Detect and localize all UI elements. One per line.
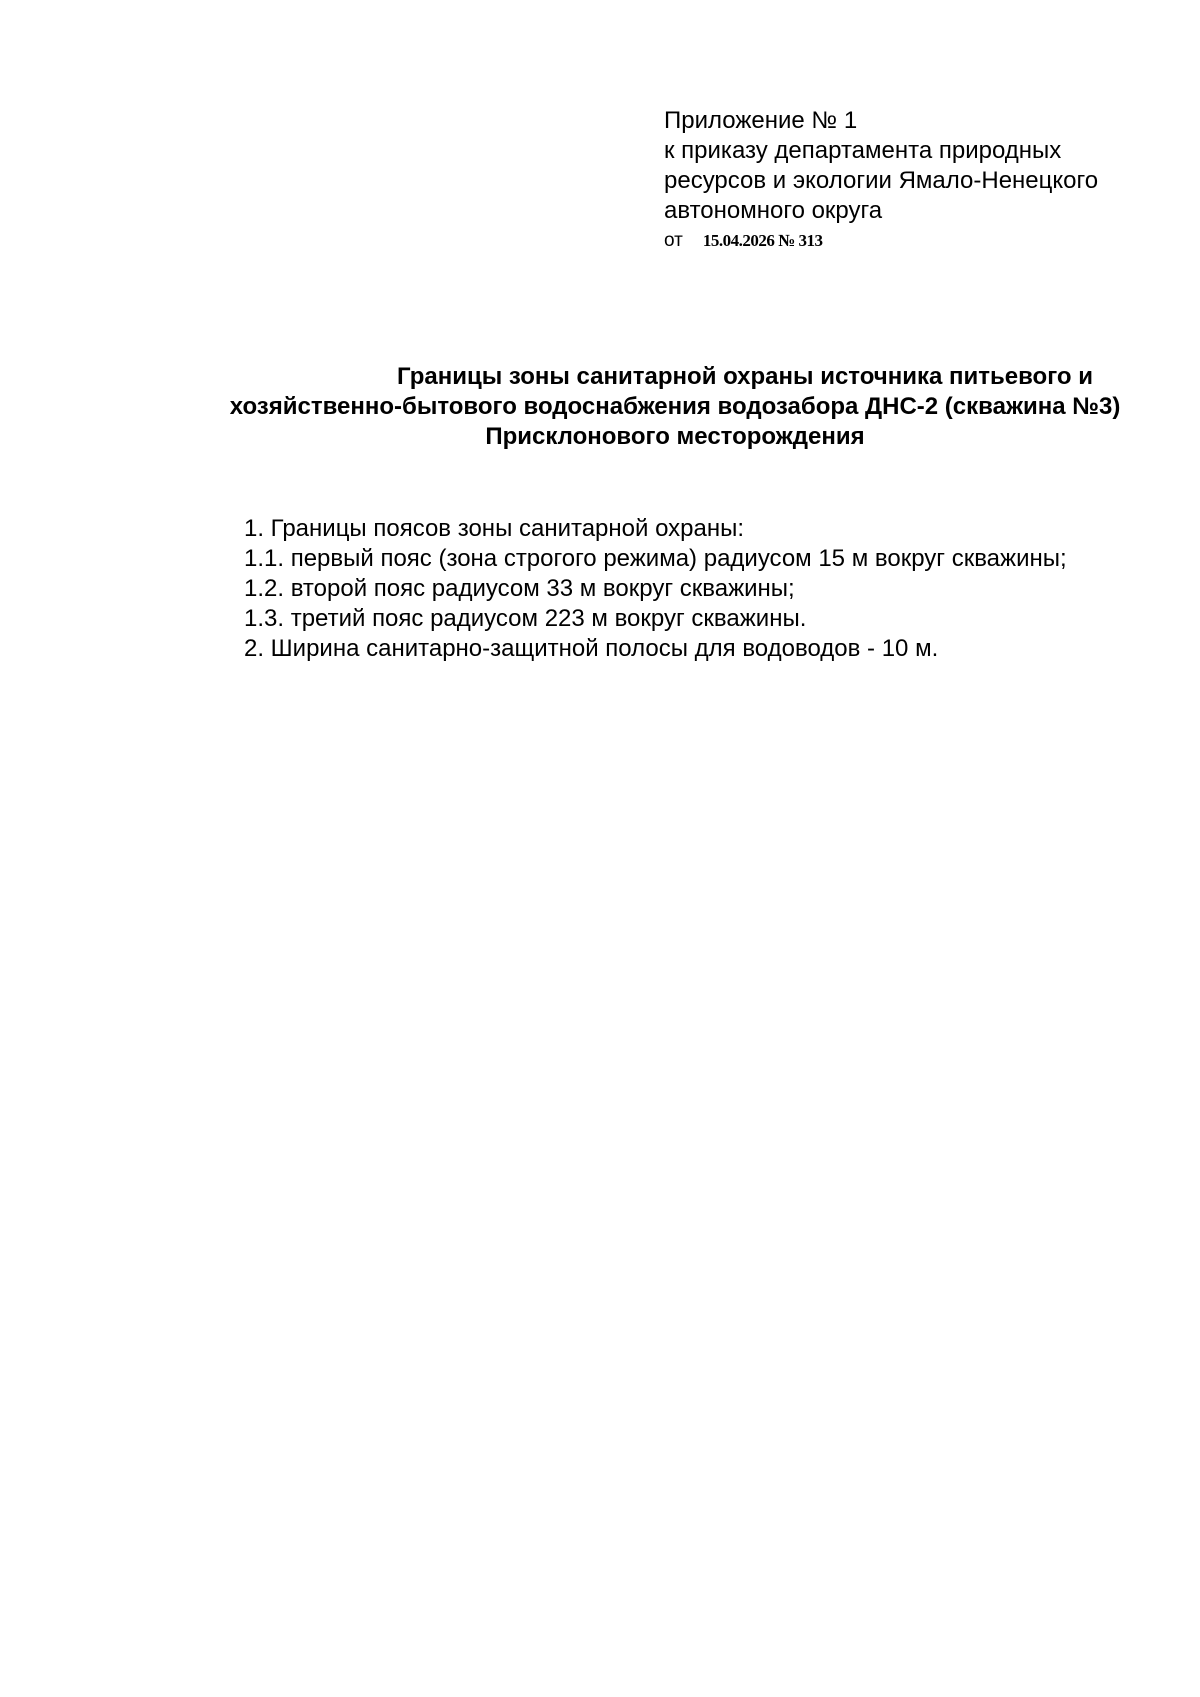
zone-boundaries-list [244,514,1194,664]
list-item: 1. Границы поясов зоны санитарной охраны: [244,515,745,542]
appendix-header [664,106,1164,256]
list-item: 1.2. второй пояс радиусом 33 м вокруг скважины; [244,575,795,602]
title-line-3: Присклонового месторождения [485,423,865,450]
order-date-value: 15.04.2026 № 313 [702,231,823,250]
appendix-number: Приложение № 1 [664,107,858,134]
title-line-2: хозяйственно-бытового водоснабжения водозабора ДНС-2 (скважина №3) [229,393,1121,420]
list-item: 2. Ширина санитарно-защитной полосы для водоводов - 10 м. [244,635,939,662]
appendix-region: автономного округа [664,197,883,224]
order-date-line [664,226,1164,256]
list-item: 1.1. первый пояс (зона строгого режима) радиусом 15 м вокруг скважины; [244,545,1067,572]
appendix-order-ref: к приказу департамента природных [664,137,1062,164]
order-date-prefix: от [664,230,683,251]
title-line-1: Границы зоны санитарной охраны источника питьевого и [397,363,1093,390]
document-title [160,362,1190,452]
appendix-department: ресурсов и экологии Ямало-Ненецкого [664,167,1099,194]
list-item: 1.3. третий пояс радиусом 223 м вокруг скважины. [244,605,807,632]
